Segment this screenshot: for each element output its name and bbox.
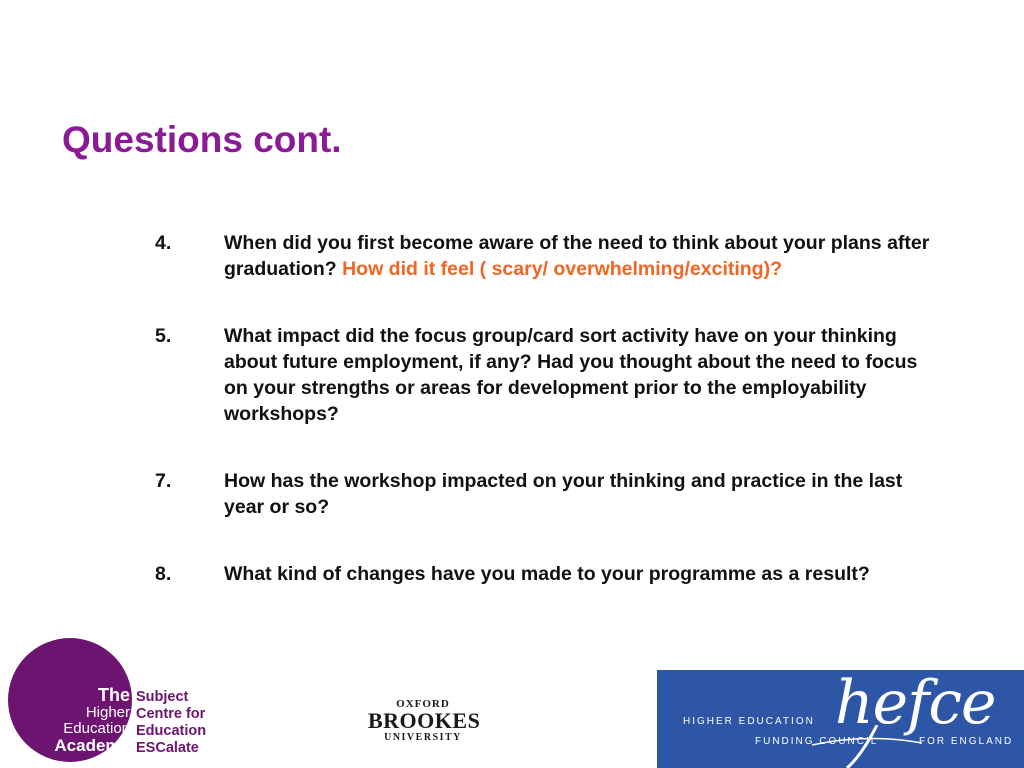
question-number: 5. bbox=[155, 325, 172, 347]
hefce-wordmark: hefce bbox=[835, 670, 996, 738]
question-body: What kind of changes have you made to your programme as a result? bbox=[224, 563, 870, 585]
brookes-logo-name: BROOKES bbox=[368, 708, 481, 733]
question-text bbox=[224, 323, 945, 427]
hefce-for-england: FOR ENGLAND bbox=[919, 736, 1014, 747]
question-body: How has the workshop impacted on your thinking and practice in the last year or so? bbox=[224, 470, 903, 518]
question-highlight: How did it feel ( scary/ overwhelming/exciting)? bbox=[342, 258, 782, 280]
hea-logo-circle bbox=[8, 638, 132, 762]
question-item bbox=[155, 323, 945, 427]
question-item bbox=[155, 561, 945, 587]
hea-logo-academy: Academy bbox=[54, 736, 130, 755]
escalate-line: Education bbox=[136, 723, 207, 739]
escalate-line: Centre for bbox=[136, 706, 206, 722]
question-text bbox=[224, 468, 945, 520]
question-number: 7. bbox=[155, 470, 172, 492]
question-item bbox=[155, 468, 945, 520]
question-number: 4. bbox=[155, 232, 172, 254]
hea-logo bbox=[8, 638, 238, 764]
hea-logo-education: Education bbox=[63, 720, 130, 737]
question-list bbox=[155, 230, 945, 628]
question-body: What impact did the focus group/card sort activity have on your thinking about future employment, if any? Had you thought about the need to focus on your strengths or areas for development prior to the employability workshops? bbox=[224, 325, 918, 425]
hefce-funding-council: FUNDING COUNCIL bbox=[755, 736, 879, 747]
hea-logo-higher: Higher bbox=[85, 704, 130, 721]
hea-logo-text bbox=[8, 686, 130, 755]
hefce-logo-banner bbox=[657, 670, 1024, 768]
brookes-logo-oxford: OXFORD bbox=[396, 698, 450, 710]
question-text bbox=[224, 561, 945, 587]
escalate-subject-centre bbox=[136, 689, 206, 757]
oxford-brookes-logo bbox=[368, 698, 481, 743]
question-text bbox=[224, 230, 945, 282]
escalate-line: Subject bbox=[136, 689, 189, 705]
hea-logo-the: The bbox=[97, 685, 130, 705]
escalate-line: ESCalate bbox=[136, 740, 199, 756]
brookes-logo-university: UNIVERSITY bbox=[384, 732, 462, 743]
question-number: 8. bbox=[155, 563, 172, 585]
hefce-higher-education: HIGHER EDUCATION bbox=[683, 716, 815, 727]
question-item bbox=[155, 230, 945, 282]
slide-title: Questions cont. bbox=[62, 119, 342, 160]
question-body: When did you first become aware of the need to think about your plans after graduation? bbox=[224, 232, 930, 280]
